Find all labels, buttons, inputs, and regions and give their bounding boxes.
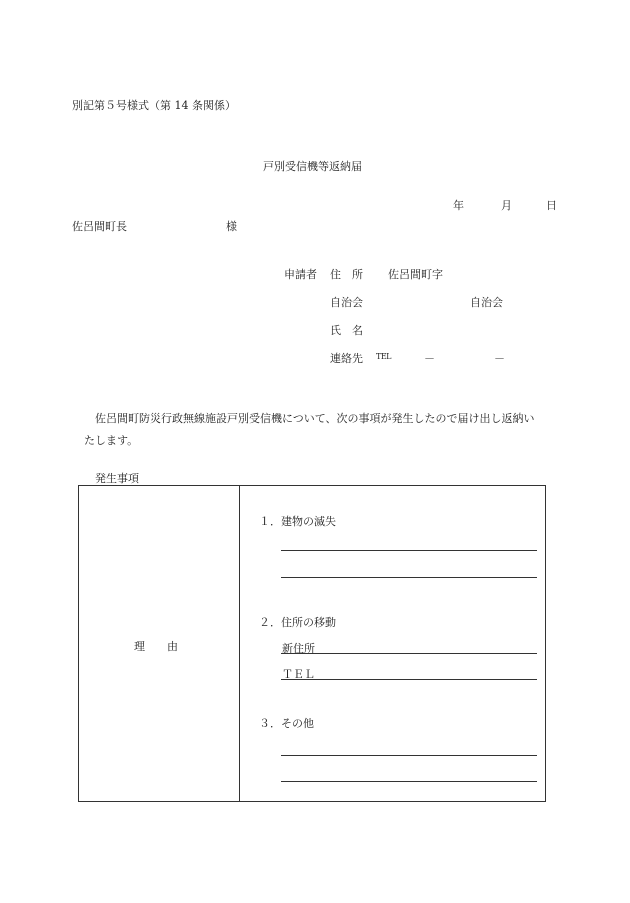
address-label: 住 所: [330, 268, 363, 281]
date-day: 日: [546, 199, 557, 212]
item-1-line-1[interactable]: [281, 550, 537, 551]
document-title: 戸別受信機等返納届: [263, 160, 362, 173]
association-label: 自治会: [330, 296, 363, 309]
tel-dash-1: －: [424, 352, 435, 365]
address-value: 佐呂間町字: [388, 268, 443, 281]
item-2-tel-line[interactable]: [281, 679, 537, 680]
item-3-line-1[interactable]: [281, 755, 537, 756]
item-2-label: ２．住所の移動: [259, 616, 336, 629]
body-line-1: 佐呂間町防災行政無線施設戸別受信機について、次の事項が発生したので届け出し返納い: [95, 412, 535, 425]
item-2-new-address-line[interactable]: [281, 653, 537, 654]
tel-label: TEL: [376, 352, 391, 361]
item-2-new-address-label: 新住所: [282, 642, 315, 655]
form-reference: 別記第５号様式（第 14 条関係）: [72, 99, 236, 112]
item-1-label: １．建物の滅失: [259, 515, 336, 528]
item-2-tel-label: ＴＥＬ: [282, 668, 315, 681]
reason-label: 理 由: [134, 640, 178, 653]
date-year: 年: [453, 199, 464, 212]
association-value: 自治会: [470, 296, 503, 309]
item-3-line-2[interactable]: [281, 781, 537, 782]
addressee-honorific: 様: [226, 220, 237, 233]
body-line-2: たします。: [84, 434, 139, 447]
item-3-label: ３．その他: [259, 717, 314, 730]
name-label: 氏 名: [330, 324, 363, 337]
tel-dash-2: －: [494, 352, 505, 365]
section-label: 発生事項: [95, 472, 139, 485]
contact-label: 連絡先: [330, 352, 363, 365]
item-1-line-2[interactable]: [281, 577, 537, 578]
applicant-label: 申請者: [284, 268, 317, 281]
date-month: 月: [501, 199, 512, 212]
table-divider: [239, 485, 240, 802]
addressee-name: 佐呂間町長: [72, 220, 127, 233]
